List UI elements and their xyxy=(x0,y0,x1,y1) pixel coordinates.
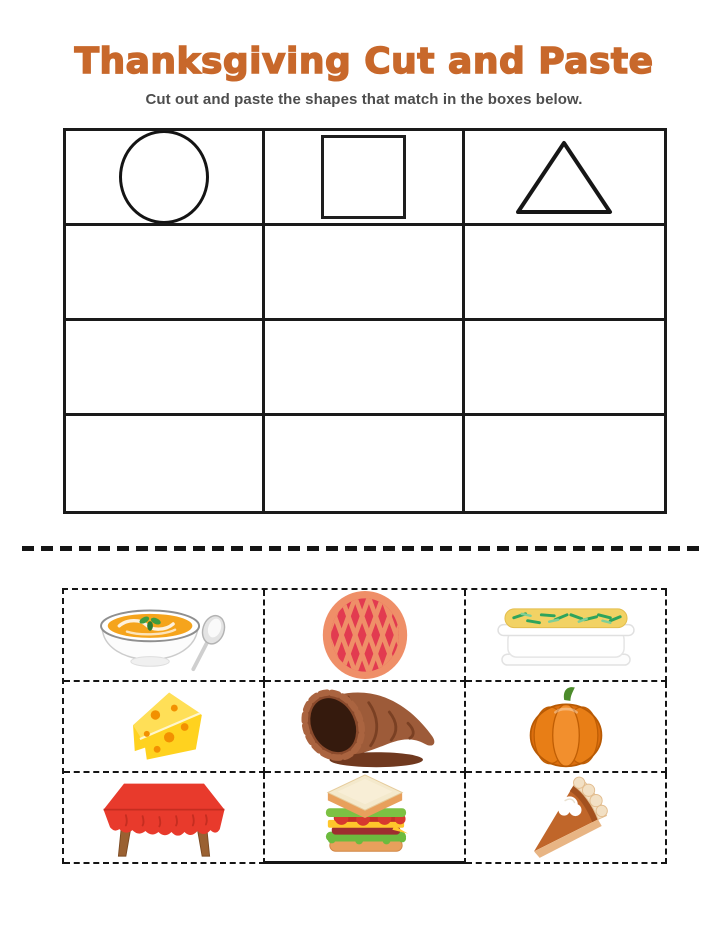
lattice-pie-icon xyxy=(321,590,409,680)
cheese-wedge-icon xyxy=(121,689,207,765)
pumpkin-pie-slice-icon xyxy=(519,776,613,859)
pumpkin-soup-icon xyxy=(94,598,234,673)
pumpkin-icon xyxy=(527,684,605,769)
empty-paste-cell xyxy=(66,416,265,511)
page-subtitle: Cut out and paste the shapes that match in the boxes below. xyxy=(145,91,583,108)
empty-paste-cell xyxy=(66,226,265,321)
empty-paste-cell xyxy=(465,226,664,321)
piece-cell-casserole xyxy=(466,590,667,682)
piece-cell-soup xyxy=(64,590,265,682)
table-cell-circle-header xyxy=(66,131,265,226)
square-shape xyxy=(321,135,406,219)
piece-cell-pie-slice xyxy=(466,773,667,864)
empty-paste-cell xyxy=(465,321,664,416)
piece-cell-sandwich xyxy=(265,773,466,864)
shape-match-table xyxy=(63,128,667,514)
empty-paste-cell xyxy=(265,321,464,416)
empty-paste-cell xyxy=(465,416,664,511)
table-icon xyxy=(94,778,234,858)
piece-cell-cornucopia xyxy=(265,682,466,773)
page-title: Thanksgiving Cut and Paste xyxy=(74,41,654,82)
cornucopia-icon xyxy=(290,684,440,770)
circle-shape xyxy=(119,131,209,224)
empty-paste-cell xyxy=(66,321,265,416)
piece-cell-pie xyxy=(265,590,466,682)
piece-cell-cheese xyxy=(64,682,265,773)
triangle-shape xyxy=(515,139,613,215)
table-cell-triangle-header xyxy=(465,131,664,226)
table-cell-square-header xyxy=(265,131,464,226)
cut-out-pieces-grid xyxy=(62,588,667,864)
empty-paste-cell xyxy=(265,416,464,511)
piece-cell-table xyxy=(64,773,265,864)
green-bean-casserole-icon xyxy=(492,603,640,668)
sandwich-icon xyxy=(314,773,416,861)
empty-paste-cell xyxy=(265,226,464,321)
piece-cell-pumpkin xyxy=(466,682,667,773)
scissors-cut-line xyxy=(22,546,706,551)
